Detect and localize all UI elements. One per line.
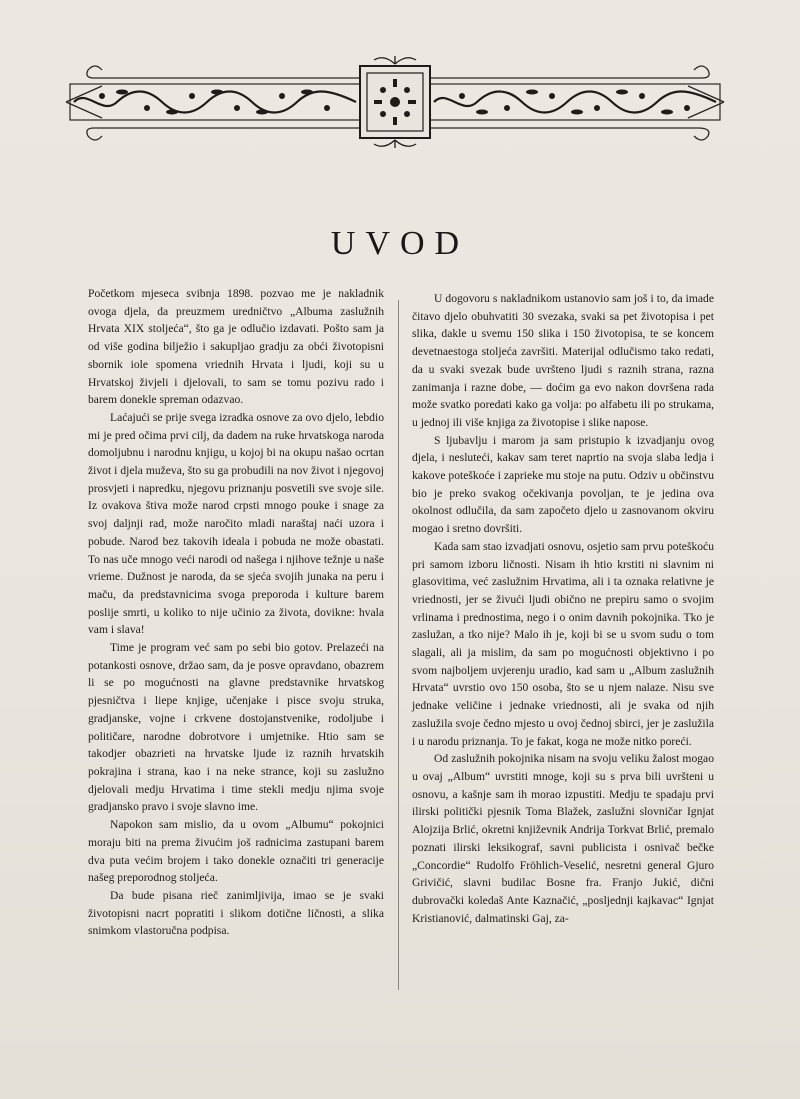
column-divider bbox=[398, 300, 399, 990]
paragraph: Kada sam stao izvadjati osnovu, osjetio sam prvu poteškoću pri samom izboru ličnosti. Nisam ih htio krstiti ni slavnim ni glasovitima, već zaslužnim Hrvatima, ali i ta oznaka relativne je vriednosti, jer se živući ljudi obično ne prepiru samo o svojim vrlinama i prednostima, nego i o onim davnih pokojnika. Tko je zaslužan, a tko nije? Malo ih je, koji bi se u svom sudu o tom slagali, ali ja mislim, da sam po mogućnosti objektivno i po svom najboljem uvjerenju uradio, kad sam u „Album zaslužnih Hrvata“ uvrstio ovo 150 osoba, što se u njem nalaze. Nisu sve jednake veličine i jednake vriednosti, ali je svaka od njih zaslužila svoje čedno mjesto u ovoj čednoj sbirci, jer je zaslužila i u narodu priznanja. To je fakat, koga ne može nitko poreći. bbox=[412, 539, 714, 748]
paragraph: Da bude pisana rieč zanimljivija, imao se je svaki životopisni nacrt popratiti i slikom dotične ličnosti, a slika snimkom vlastoručna podpisa. bbox=[88, 888, 384, 938]
paragraph: Napokon sam mislio, da u ovom „Albumu“ pokojnici moraju biti na prema živućim još radnicima zastupani barem dva puta većim brojem i tako donekle označiti tri generacije našeg preporodnog stoljeća. bbox=[88, 818, 384, 885]
paragraph: S ljubavlju i marom ja sam pristupio k izvadjanju ovog djela, i nesluteći, kakav sam teret naprtio na svoja slaba ledja i kakove poteškoće i zaprieke mu stoje na putu. Odziv u občinstvu bio je preko svakog očekivanja povoljan, te je jedina ova okolnost odlučila, da sam započeto djelo u zasnovanom okviru mogao i sretno dovršiti. bbox=[412, 433, 714, 536]
paragraph: Početkom mjeseca svibnja 1898. pozvao me je nakladnik ovoga djela, da preuzmem uredničtvo „Albuma zaslužnih Hrvata XIX stoljeća“, što ga je odlučio izdavati. Pošto sam ja od više godina bilježio i sakupljao gradju za obći životopisni sbornik iole spomena vriednih Hrvata i ljudi, koji su u Hrvatskoj živjeli i djelovali, to sam se tomu pozivu rado i barem donekle spreman odazvao. bbox=[88, 287, 384, 407]
decorative-header-border bbox=[62, 52, 728, 162]
paragraph: U dogovoru s nakladnikom ustanovio sam još i to, da imade čitavo djelo obuhvatiti 30 svezaka, svaki sa pet životopisa i pet slika, dakle u svemu 150 slika i 150 životopisa, te se koncem devetnaestoga stoljeća završiti. Materijal odlučismo tako redati, da u svaki svezak bude uvršteno ljudi s raznih strana, razna zanimanja i razne dobe, — doćim ga evo nakon dovršena rada može svatko poredati kako ga volja: po alfabetu ili po strukama, u jednoj ili više knjiga za životopise i slike napose. bbox=[412, 292, 714, 429]
right-column bbox=[412, 290, 714, 927]
page-title: UVOD bbox=[330, 225, 470, 262]
paragraph: Laćajući se prije svega izradka osnove za ovo djelo, lebdio mi je pred očima prvi cilj, da dadem na ruke hrvatskoga naroda domoljubnu i narodnu knjigu, u kojoj bi na okupu našao ocrtan život i djela muževa, što su ga probudili na nov život i njegovoj prosvjeti i napredku, njegovu priznanju posvetili sve svoje sile. Iz ovakova štiva može narod crpsti mnogo pouke i snage za svoj daljnji rad, može naročito mladi naraštaj naći uzora i pobude. Narod bez takovih ideala i pobuda ne može obastati. To nas uče mnogo veći narodi od našega i njihove težnje u naše vrieme. Dužnost je naroda, da se sjeća svojih junaka na peru i maču, da predstavnicima svoga preporoda i kulture barem poslije smrti, u koliko to nije učinio za života, dovikne: hvala vam i slava! bbox=[88, 410, 384, 637]
left-column bbox=[88, 285, 384, 940]
paragraph: Time je program već sam po sebi bio gotov. Prelazeći na potankosti osnove, držao sam, da je posve opravdano, obazrem li se po mogućnosti na glavne predstavnike hrvatskog pjesničtva i liepe knjige, učenjake i pisce svoju struka, gradjanske, vojne i crkvene dostojanstvenike, rodoljube i političare, narodne dobrotvore i umjetnike. Htio sam se takodjer obazrieti na hrvatske ljude iz raznih hrvatskih pokrajina i strana, kao i na neke strance, koji su zaslužno djelovali medju Hrvatima i time stekli medju njima svoje gradjansko pravo i svoje slavno ime. bbox=[88, 641, 384, 814]
paragraph: Od zaslužnih pokojnika nisam na svoju veliku žalost mogao u ovaj „Album“ uvrstiti mnoge, koji su s prva bili uvršteni u osnovu, a kašnje sam ih morao izpustiti. Medju te spadaju prvi ilirski politički pjesnik Toma Blažek, zaslužni slovničar Ignjat Alojzija Brlić, okretni književnik Andrija Torkvat Brlić, premalo poznati ilirski leksikograf, savni publicista i osnivač bečke „Concordie“ Rudolfo Fröhlich-Veselić, nesretni general Gjuro Grivičić, slavni budilac Bosne fra. Franjo Jukić, dični dubrovački koledaš Ante Kaznačić, „posljednji kajkavac“ Ignjat Kristianović, dalmatinski Gaj, za- bbox=[412, 752, 714, 925]
